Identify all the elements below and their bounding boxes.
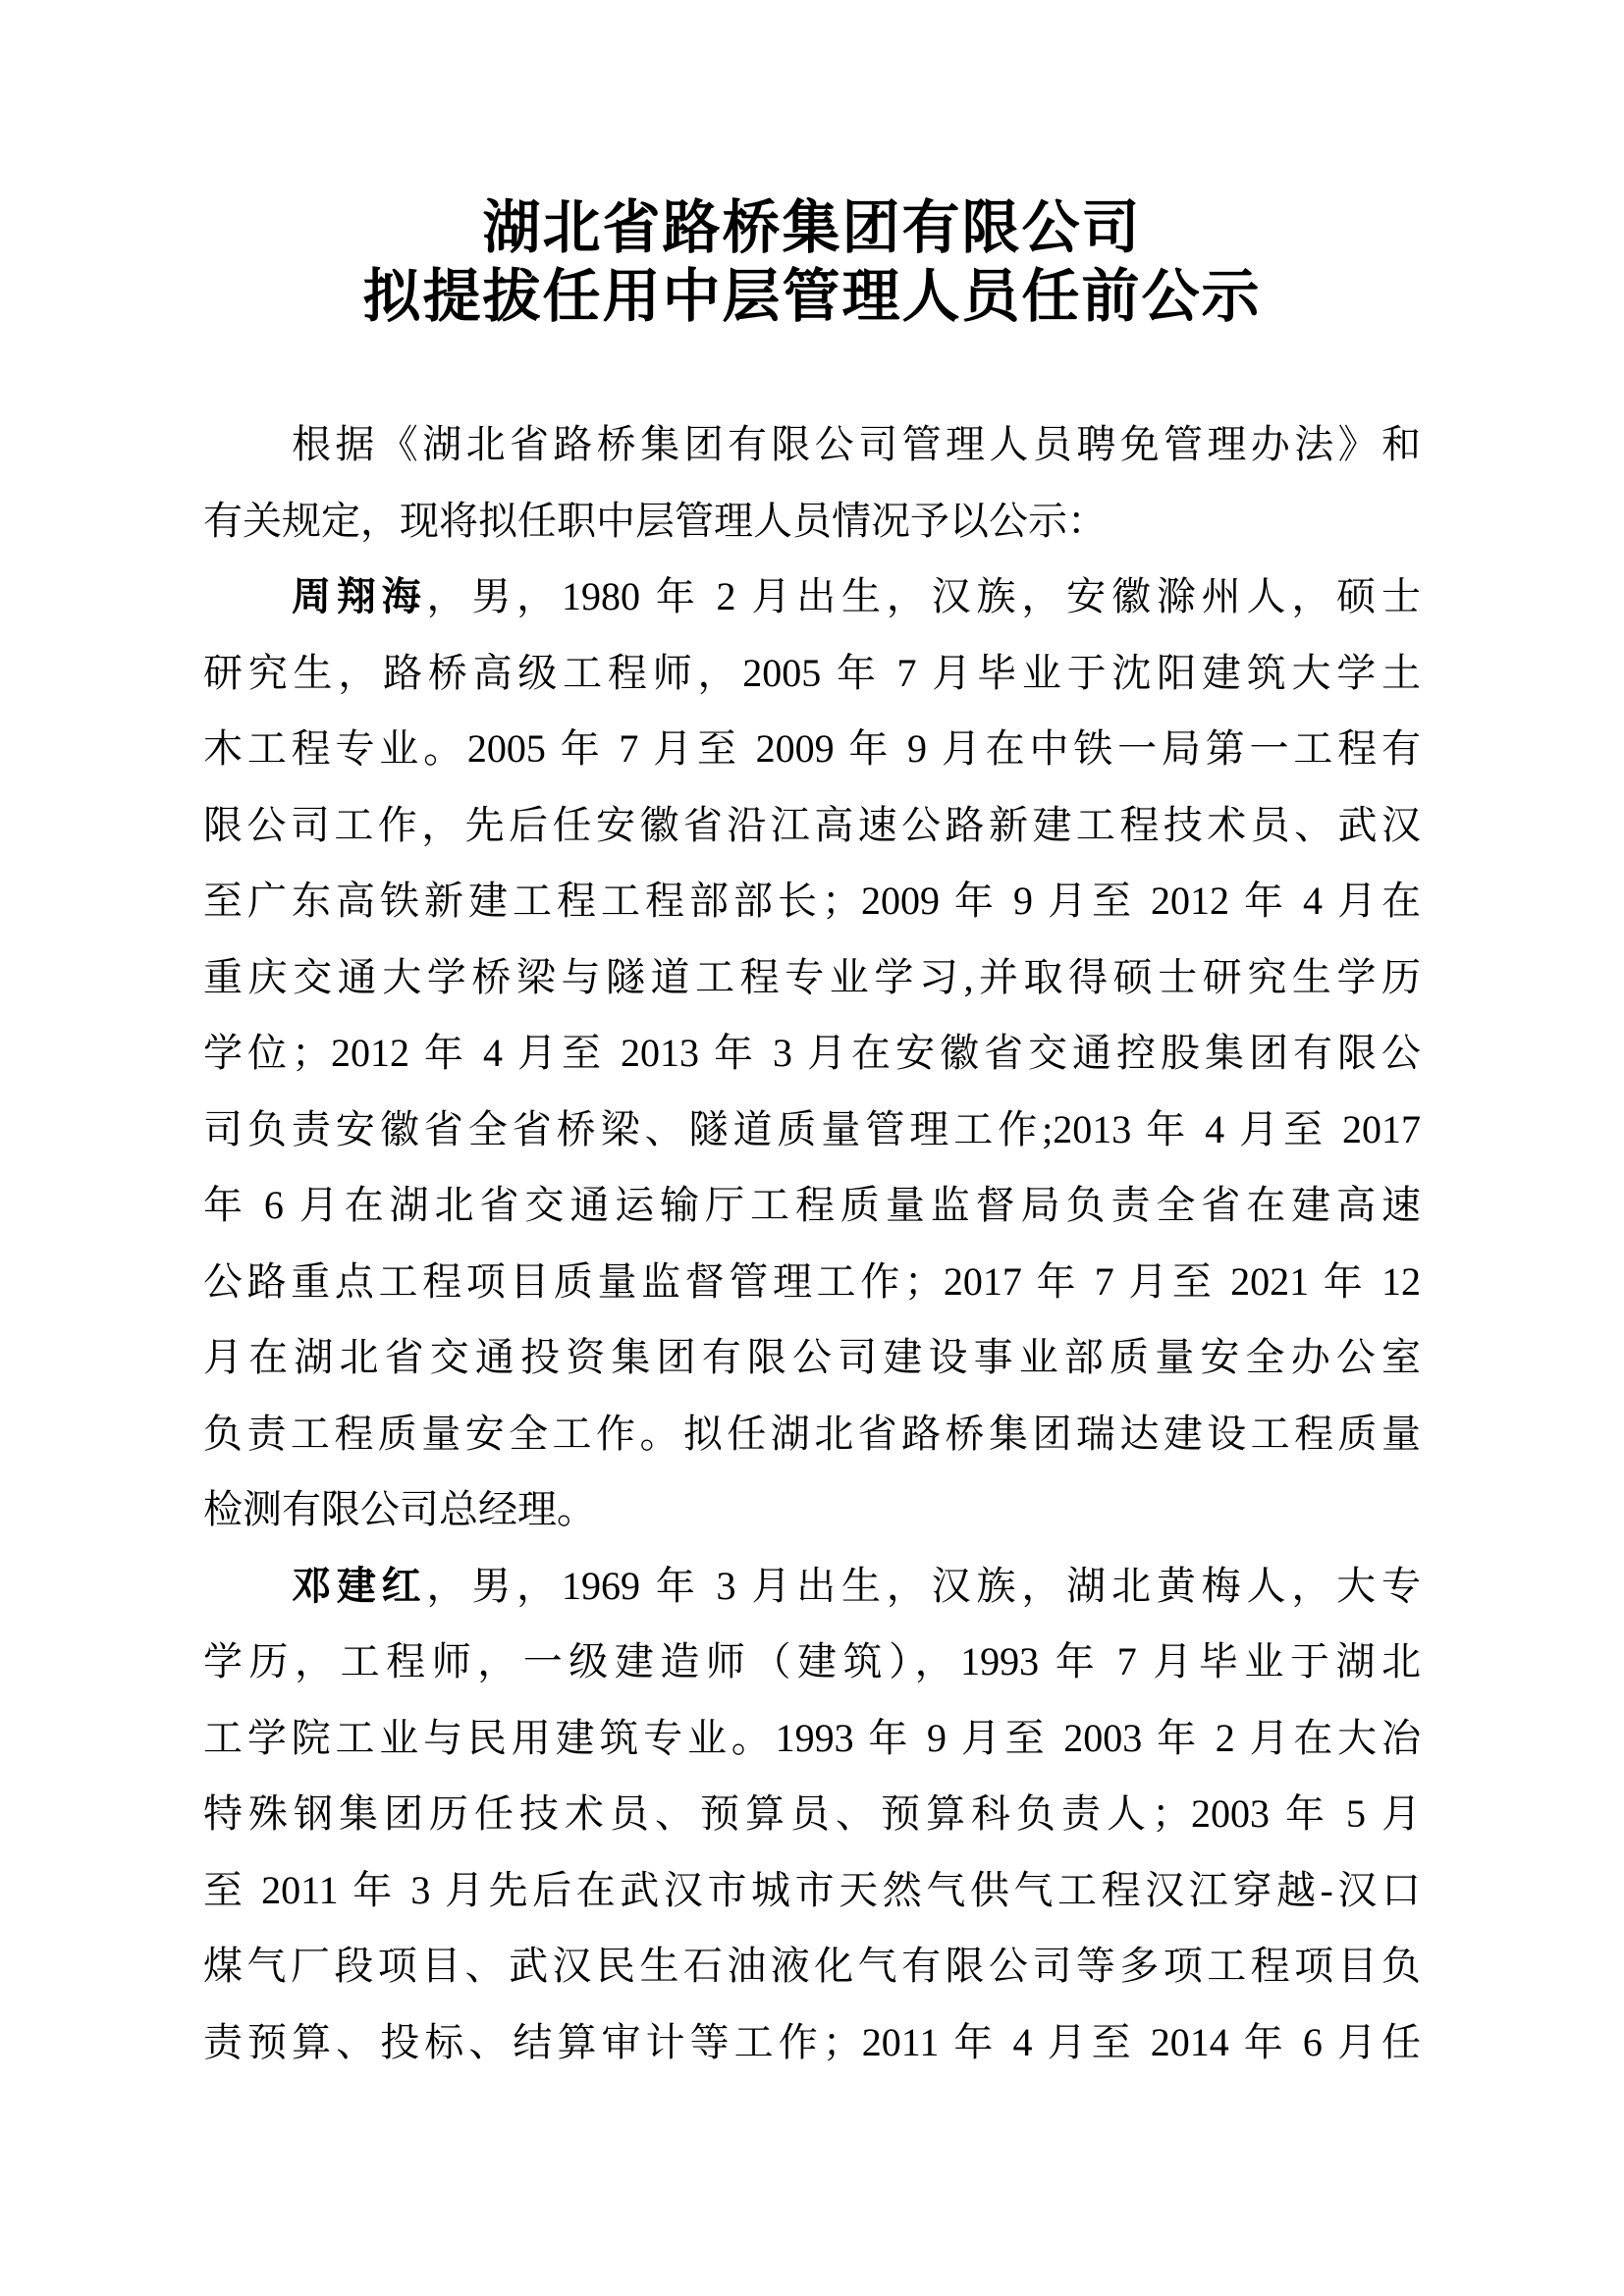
- profile-paragraph-deng: [203, 1548, 1421, 2081]
- text-line: 公路重点工程项目质量监督管理工作；2017 年 7 月至 2021 年 12: [203, 1258, 1421, 1304]
- text-line: 学位；2012 年 4 月至 2013 年 3 月在安徽省交通控股集团有限公: [203, 1031, 1421, 1075]
- text-line: 月在湖北省交通投资集团有限公司建设事业部质量安全办公室: [203, 1335, 1421, 1379]
- text-span: ，男，1980 年 2 月出生，汉族，安徽滁州人，硕士: [426, 574, 1421, 618]
- text-line: 重庆交通大学桥梁与隧道工程专业学习,并取得硕士研究生学历: [203, 954, 1421, 999]
- document-title-line-1: 湖北省路桥集团有限公司: [482, 195, 1142, 260]
- text-line: 特殊钢集团历任技术员、预算员、预算科负责人；2003 年 5 月: [203, 1791, 1421, 1836]
- text-line: 研究生，路桥高级工程师，2005 年 7 月毕业于沈阳建筑大学土: [203, 650, 1421, 695]
- text-line: 至广东高铁新建工程工程部部长；2009 年 9 月至 2012 年 4 月在: [203, 879, 1421, 923]
- text-span: ，男，1969 年 3 月出生，汉族，湖北黄梅人，大专: [426, 1563, 1421, 1608]
- person-name-zhou: 周翔海: [292, 574, 427, 618]
- document-title-line-2: 拟提拔任用中层管理人员任前公示: [362, 264, 1262, 329]
- text-line: 司负责安徽省全省桥梁、隧道质量管理工作;2013 年 4 月至 2017: [203, 1106, 1421, 1151]
- text-line: 根据《湖北省路桥集团有限公司管理人员聘免管理办法》和: [292, 422, 1421, 466]
- text-line: 负责工程质量安全工作。拟任湖北省路桥集团瑞达建设工程质量: [203, 1411, 1421, 1456]
- text-line: [203, 1548, 1421, 1625]
- intro-paragraph: [203, 406, 1421, 559]
- document-body: [203, 406, 1421, 2080]
- person-name-deng: 邓建红: [292, 1563, 427, 1608]
- text-line: 工学院工业与民用建筑专业。1993 年 9 月至 2003 年 2 月在大冶: [203, 1715, 1421, 1760]
- text-line: 煤气厂段项目、武汉民生石油液化气有限公司等多项工程项目负: [203, 1944, 1421, 1988]
- text-line: 年 6 月在湖北省交通运输厅工程质量监督局负责全省在建高速: [203, 1183, 1421, 1227]
- text-line: 限公司工作，先后任安徽省沿江高速公路新建工程技术员、武汉: [203, 802, 1421, 847]
- text-line: 木工程专业。2005 年 7 月至 2009 年 9 月在中铁一局第一工程有: [203, 726, 1421, 771]
- text-line: 责预算、投标、结算审计等工作；2011 年 4 月至 2014 年 6 月任: [203, 2019, 1421, 2064]
- text-line: 学历，工程师，一级建造师（建筑），1993 年 7 月毕业于湖北: [203, 1639, 1421, 1683]
- text-line: [203, 559, 1421, 635]
- text-line: 检测有限公司总经理。: [203, 1487, 596, 1531]
- text-line: 有关规定，现将拟任职中层管理人员情况予以公示：: [203, 498, 1107, 543]
- document-title: [0, 193, 1624, 331]
- profile-paragraph-zhou: [203, 559, 1421, 1548]
- text-line: 至 2011 年 3 月先后在武汉市城市天然气供气工程汉江穿越-汉口: [203, 1867, 1421, 1912]
